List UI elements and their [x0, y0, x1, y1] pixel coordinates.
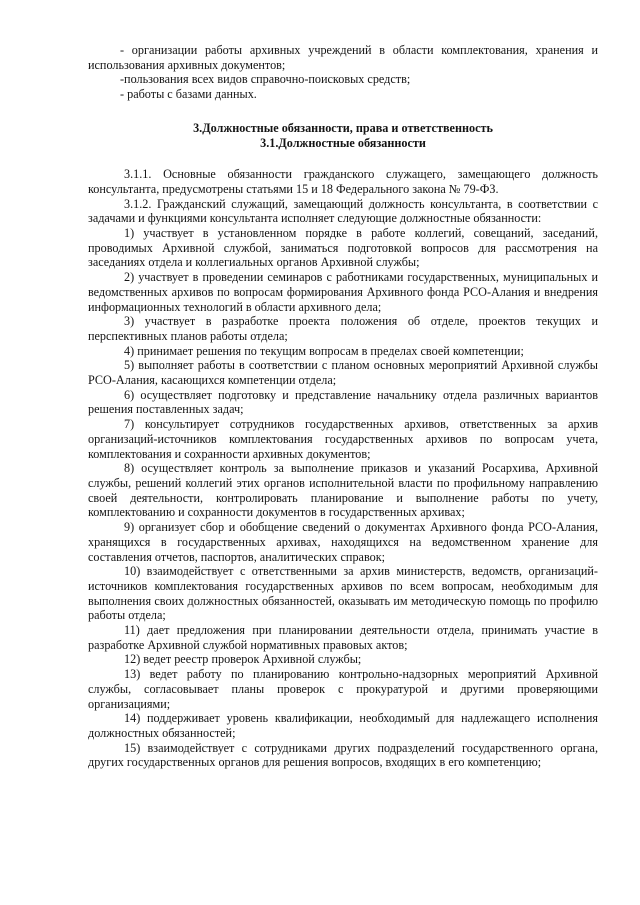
- duty-item: 8) осуществляет контроль за выполнение приказов и указаний Росархива, Архивной службы, решений коллегий этих органов исполнительной власти по профильному направлению своей деятельности, контролировать планирование и выполнение работы по учету, комплектованию и сохранности документов в государственных архивах;: [88, 461, 598, 520]
- intro-list: [88, 43, 598, 102]
- duty-item: 15) взаимодействует с сотрудниками других подразделений государственного органа, других государственных органов для решения вопросов, входящих в его компетенцию;: [88, 740, 598, 770]
- duty-item: 4) принимает решения по текущим вопросам в пределах своей компетенции;: [124, 343, 524, 358]
- intro-line: - организации работы архивных учреждений в области комплектования, хранения и использования архивных документов;: [88, 43, 598, 72]
- duty-item: 2) участвует в проведении семинаров с работниками государственных, муниципальных и ведомственных архивов по вопросам формирования Архивного фонда РСО-Алания и внедрения информационных технологий в области архивного дела;: [88, 270, 598, 314]
- duty-item: 13) ведет работу по планированию контрольно-надзорных мероприятий Архивной службы, согласовывает планы проверок с прокуратурой и другими проверяющими организациями;: [88, 667, 598, 711]
- duty-item: 7) консультирует сотрудников государственных архивов, ответственных за архив организаций-источников комплектования государственных архивов по вопросам учета, комплектования и сохранности архивных документов;: [88, 417, 598, 461]
- duty-item: 14) поддерживает уровень квалификации, необходимый для надлежащего исполнения должностных обязанностей;: [88, 711, 598, 740]
- paragraph: 3.1.1. Основные обязанности гражданского служащего, замещающего должность консультанта, предусмотрены статьями 15 и 18 Федерального закона № 79-ФЗ.: [88, 167, 598, 196]
- paragraph: 3.1.2. Гражданский служащий, замещающий должность консультанта, в соответствии с задачами и функциями консультанта исполняет следующие должностные обязанности:: [88, 196, 598, 226]
- section-heading: 3.Должностные обязанности, права и ответственность: [193, 120, 493, 135]
- duty-item: 9) организует сбор и обобщение сведений о документах Архивного фонда РСО-Алания, хранящихся в государственных архивах, находящихся на ведомственном хранение для составления отчетов, паспортов, аналитических справок;: [88, 520, 598, 564]
- subsection-heading: 3.1.Должностные обязанности: [260, 135, 426, 150]
- duty-item: 5) выполняет работы в соответствии с планом основных мероприятий Архивной службы РСО-Алания, касающихся компетенции отдела;: [88, 358, 598, 388]
- duty-item: 11) дает предложения при планировании деятельности отдела, принимать участие в разработке Архивной службой нормативных правовых актов;: [88, 623, 598, 652]
- duty-item: 6) осуществляет подготовку и представление начальнику отдела различных вариантов решения поставленных задач;: [88, 387, 598, 417]
- duty-item: 1) участвует в установленном порядке в работе коллегий, совещаний, заседаний, проводимых Архивной службой, заниматься подготовкой вопросов для рассмотрения на заседаниях отдела и коллегиальных органов Архивной службы;: [88, 226, 598, 270]
- intro-line: - работы с базами данных.: [120, 87, 257, 102]
- duty-item: 12) ведет реестр проверок Архивной службы;: [124, 652, 362, 667]
- duty-item: 3) участвует в разработке проекта положения об отделе, проектов текущих и перспективных планов работы отдела;: [88, 314, 598, 343]
- duties-list: [88, 226, 598, 770]
- duty-item: 10) взаимодействует с ответственными за архив министерств, ведомств, организаций-источников комплектования государственных архивов по всем вопросам, необходимым для выполнения своих должностных обязанностей, оказывать им методическую помощь по профилю работы отдела;: [88, 564, 598, 623]
- intro-line: -пользования всех видов справочно-поисковых средств;: [120, 72, 411, 87]
